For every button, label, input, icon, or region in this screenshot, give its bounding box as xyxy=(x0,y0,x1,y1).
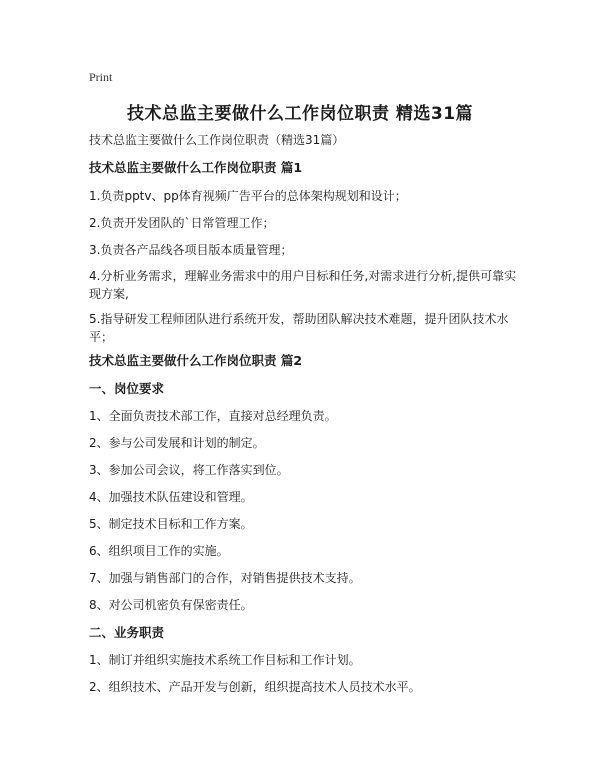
subsection-heading: 一、岗位要求 xyxy=(89,381,165,396)
document-title: 技术总监主要做什么工作岗位职责 精选31篇 xyxy=(126,104,474,124)
requirement-item: 7、加强与销售部门的合作，对销售提供技术支持。 xyxy=(89,571,361,585)
duty-item: 1、制订并组织实施技术系统工作目标和工作计划。 xyxy=(89,653,361,667)
requirement-item: 2、参与公司发展和计划的制定。 xyxy=(89,436,265,450)
requirement-item: 3、参加公司会议，将工作落实到位。 xyxy=(89,463,289,477)
requirement-item: 6、组织项目工作的实施。 xyxy=(89,544,229,558)
section-1-item: 5.指导研发工程师团队进行系统开发，帮助团队解决技术难题，提升团队技术水平； xyxy=(89,312,509,344)
section-1-item: 3.负责各产品线各项目版本质量管理； xyxy=(89,243,293,257)
section-1-item: 1.负责pptv、pp体育视频广告平台的总体架构规划和设计； xyxy=(89,189,407,203)
requirement-item: 4、加强技术队伍建设和管理。 xyxy=(89,490,253,504)
requirement-item: 5、制定技术目标和工作方案。 xyxy=(89,517,253,531)
document-subtitle: 技术总监主要做什么工作岗位职责（精选31篇） xyxy=(89,133,345,147)
requirement-item: 8、对公司机密负有保密责任。 xyxy=(89,598,253,612)
subsection-heading: 二、业务职责 xyxy=(89,625,165,640)
duty-item: 2、组织技术、产品开发与创新，组织提高技术人员技术水平。 xyxy=(89,680,421,694)
section-1-item: 4.分析业务需求，理解业务需求中的用户目标和任务,对需求进行分析,提供可靠实现方案, xyxy=(89,269,517,301)
section-2-heading: 技术总监主要做什么工作岗位职责 篇2 xyxy=(89,353,303,368)
requirement-item: 1、全面负责技术部工作，直接对总经理负责。 xyxy=(89,409,337,423)
section-1-item: 2.负责开发团队的`日常管理工作； xyxy=(89,216,275,230)
section-1-heading: 技术总监主要做什么工作岗位职责 篇1 xyxy=(89,160,303,175)
print-label: Print xyxy=(89,70,113,84)
